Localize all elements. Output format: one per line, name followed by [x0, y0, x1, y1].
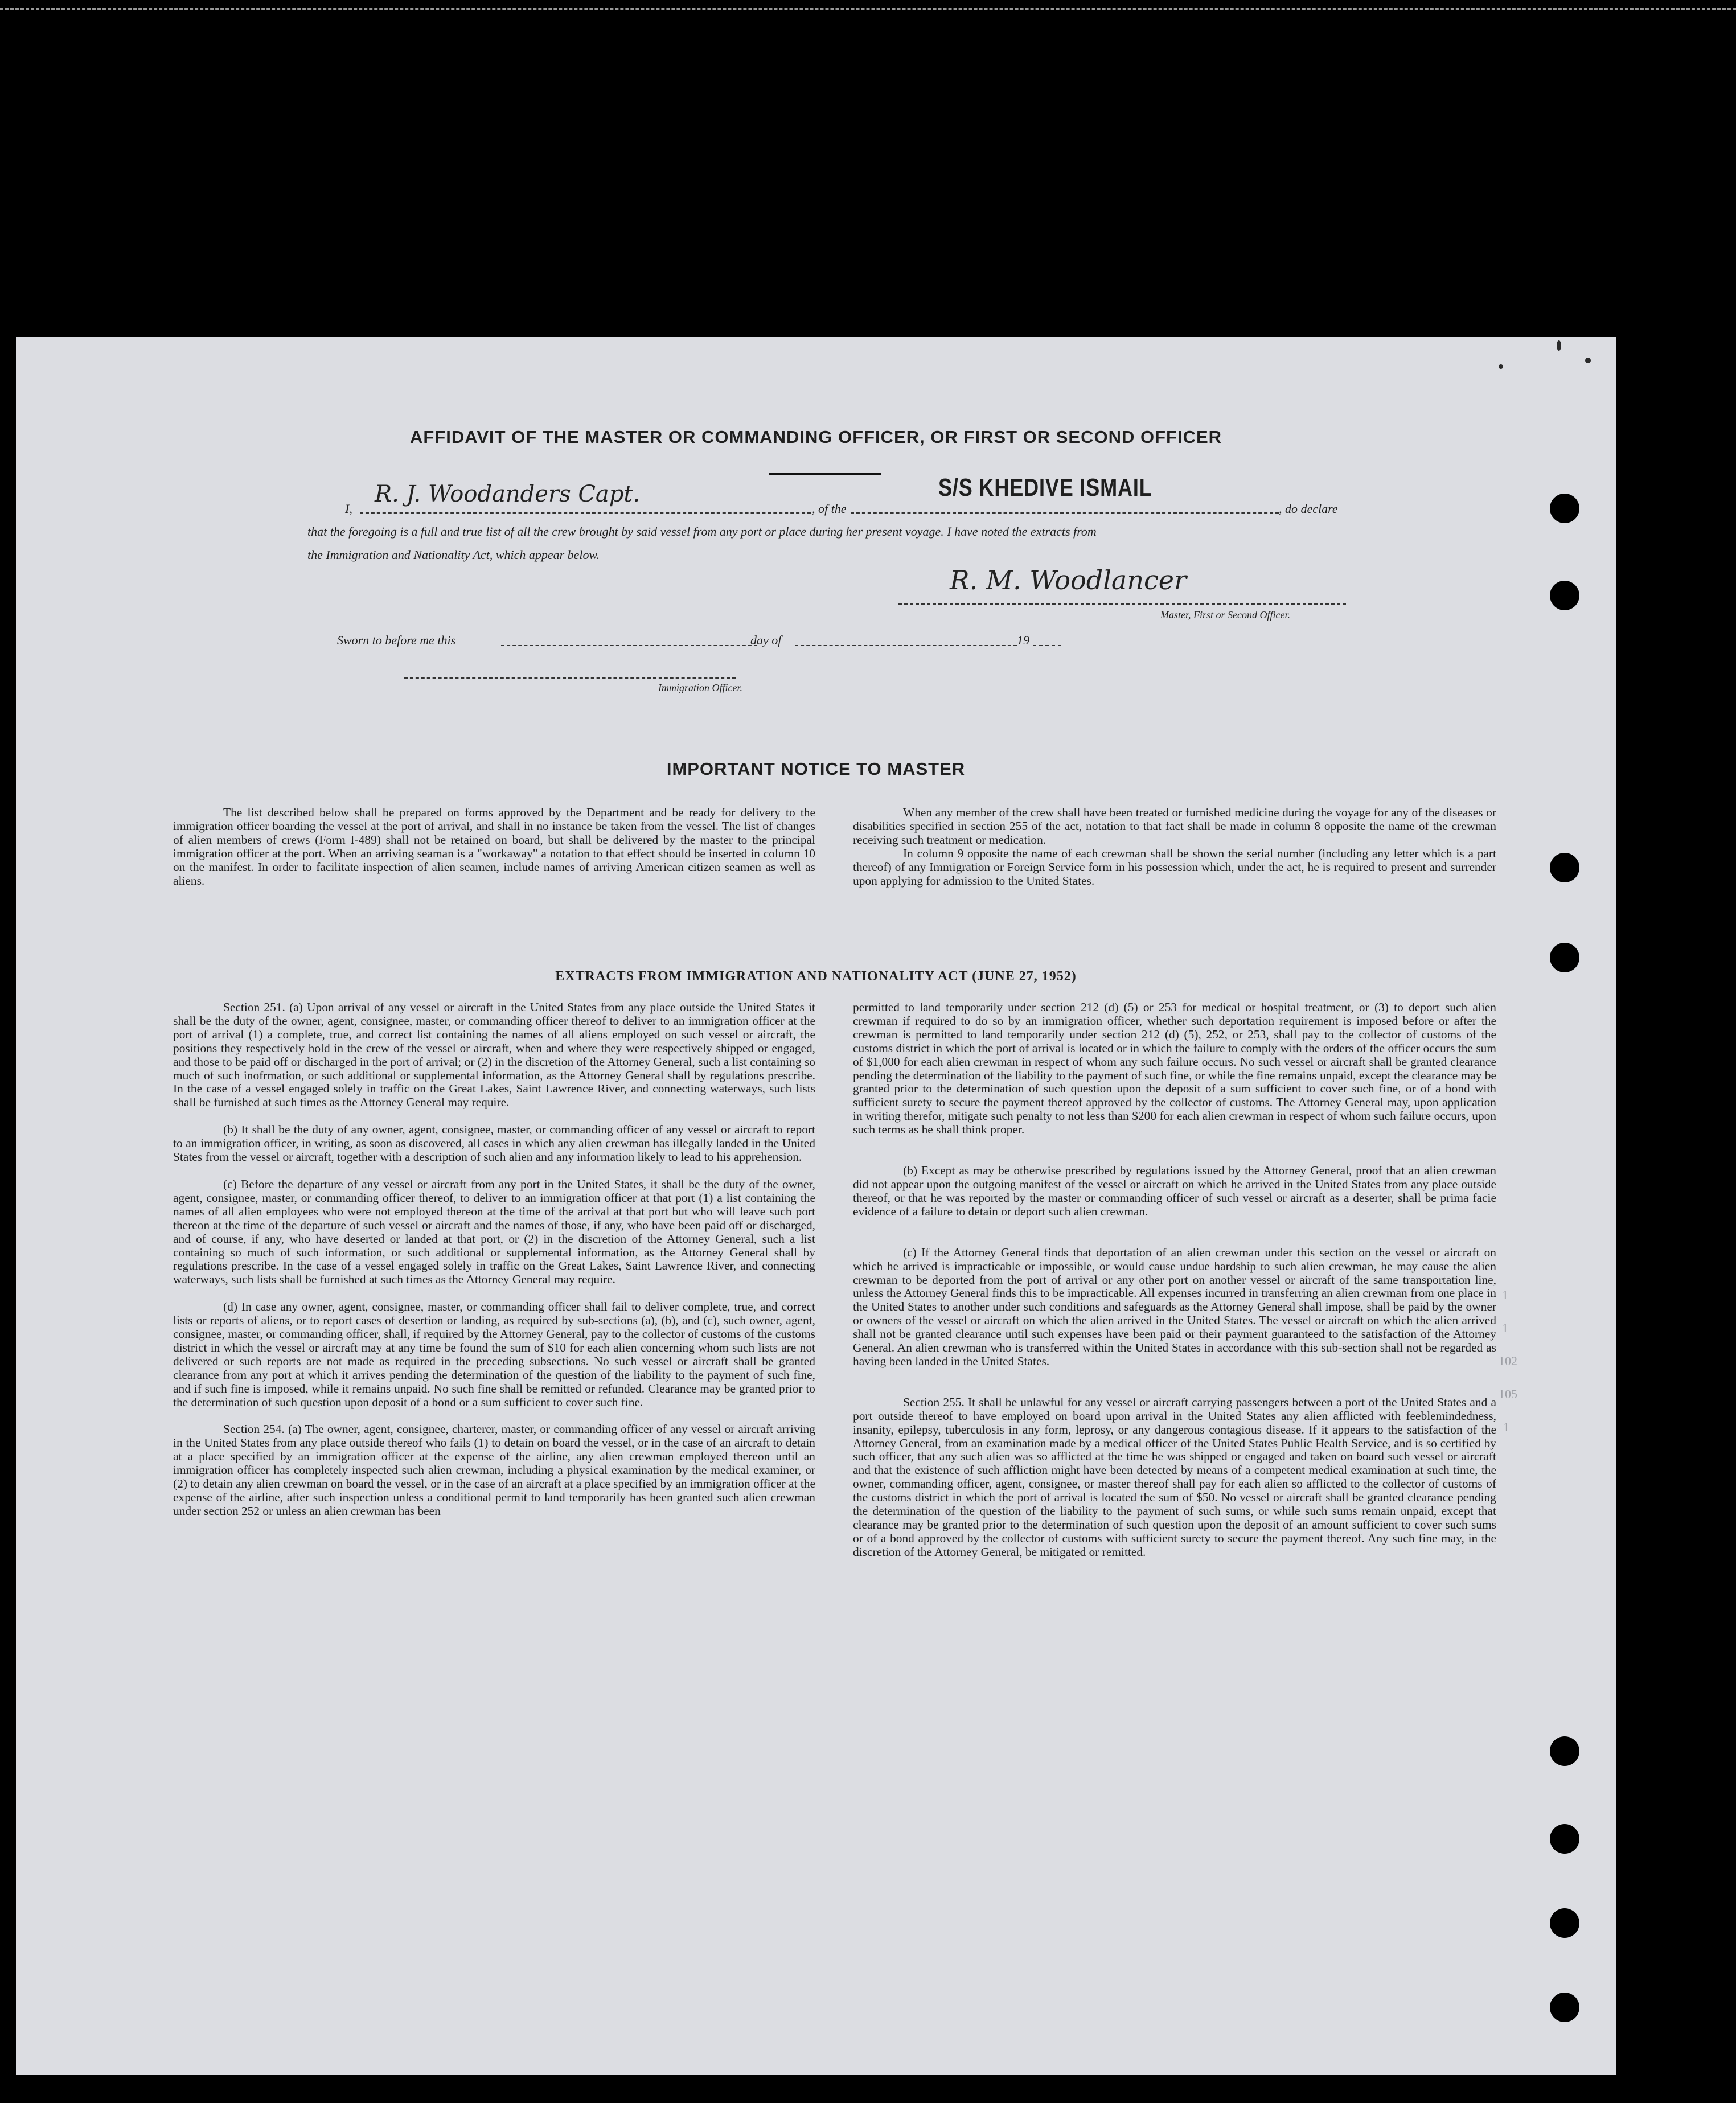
film-edge-line — [0, 8, 1736, 10]
master-signature-line — [898, 603, 1346, 605]
section-254b: (b) Except as may be otherwise prescribed by regulations issued by the Attorney General, proof that an alien crewman did not appear upon the outgoing manifest of the vessel or aircraft on which he arrived in the United States from any place outside thereof, or that he was reported by the master or commanding officer of such vessel or aircraft as a deserter, shall be prima facie evidence of a failure to detain or deport such alien crewman. — [853, 1164, 1496, 1218]
notice-right-paragraph-1: When any member of the crew shall have been treated or furnished medicine during the voyage for any of the diseases or disabilities specified in section 255 of the act, notation to that fact shall be made in column 8 opposite the name of the crewman receiving such treatment or medication. — [853, 806, 1496, 847]
sworn-date-line — [501, 645, 757, 646]
of-the-label: , of the — [812, 502, 847, 516]
signer-line — [360, 512, 811, 514]
declare-i-label: I, — [345, 502, 352, 516]
signer-handwriting: R. J. Woodanders Capt. — [375, 481, 641, 507]
binder-hole — [1550, 1908, 1579, 1938]
master-caption: Master, First or Second Officer. — [1160, 609, 1290, 621]
sworn-year-line — [1033, 645, 1061, 646]
notice-heading: IMPORTANT NOTICE TO MASTER — [666, 759, 966, 779]
declare-label: , do declare — [1279, 502, 1338, 516]
master-signature: R. M. Woodlancer — [950, 565, 1187, 595]
section-251d: (d) In case any owner, agent, consignee, master, or commanding officer shall fail to deliver complete, true, and correct lists or reports of aliens, or to report cases of desertion or landing, as required by sub-sections (a), (b), and (c), such owner, agent, consignee, master, or commanding officer, shall, if required by the Attorney General, pay to the collector of customs of the customs district in which the vessel or aircraft may at any time be found the sum of $10 for each alien concerning whom such lists are not delivered or such reports are not made as required in the preceding subsections. No such vessel or aircraft shall be granted clearance from any port at which it arrives pending the determination of the question of the liability to the payment of such fine, and if such fine is imposed, while it remains unpaid. No such fine shall be remitted or refunded. Clearance may be granted prior to the determination of such question upon deposit of a bond or a sum sufficient to cover such fine. — [173, 1300, 815, 1409]
affidavit-page — [16, 337, 1616, 2075]
affidavit-title: AFFIDAVIT OF THE MASTER OR COMMANDING OFFICER, OR FIRST OR SECOND OFFICER — [409, 427, 1222, 447]
section-255: Section 255. It shall be unlawful for any vessel or aircraft carrying passengers between a port of the United States and a port outside thereof to have employed on board upon arrival in the United States any alien afflicted with feeblemindedness, insanity, epilepsy, tuberculosis in any form, leprosy, or any dangerous contagious disease. If it appears to the satisfaction of the Attorney General, from an examination made by a medical officer of the United States Public Health Service, and is so certified by such officer, that any such alien was so afflicted at the time he was shipped or engaged and taken on board such vessel or aircraft and that the existence of such affliction might have been detected by means of a competent medical examination at such time, the owner, commanding officer, agent, consignee, or master thereof shall pay for each alien so afflicted to the collector of customs of the customs district in which the port of arrival is located the sum of $50. No vessel or aircraft shall be granted clearance pending the determination of the question of the liability to the payment of such sums, or while such sums remain unpaid, except that clearance may be granted prior to the determination of such question upon the deposit of an amount sufficient to cover such sums or of a bond approved by the collector of customs with sufficient surety to secure the payment thereof. Any such fine may, in the discretion of the Attorney General, be mitigated or remitted. — [853, 1395, 1496, 1559]
title-rule — [769, 473, 881, 475]
extracts-right-column — [853, 1001, 1496, 1559]
binder-hole — [1550, 853, 1579, 882]
margin-mark: 1 — [1503, 1420, 1509, 1434]
ink-speck — [1557, 340, 1561, 351]
vessel-name: S/S KHEDIVE ISMAIL — [938, 474, 1152, 502]
section-254a-continued: permitted to land temporarily under section 212 (d) (5) or 253 for medical or hospital treatment, or (3) to deport such alien crewman if required to do so by an immigration officer, whether such deportation requirement is imposed before or after the crewman is permitted to land temporarily under section 212 (d) (5), 252, or 253, shall pay to the collector of customs of the customs district in which the port of arrival is located or in which the failure to comply with the orders of the officer occurs the sum of $1,000 for each alien crewman in respect of whom any such failure occurs. No such vessel or aircraft shall be granted clearance pending the determination of the liability to the payment of such fine, or while the fine remains unpaid, except the clearance may be granted prior to the determination of such question upon the deposit of a sum sufficient to cover such fine, or of a bond with sufficient surety to secure the payment thereof approved by the collector of customs. The Attorney General may, upon application in writing therefor, mitigate such penalty to not less than $200 for each alien crewman in respect of whom such failure occurs, upon such terms as he shall think proper. — [853, 1000, 1496, 1137]
section-251b: (b) It shall be the duty of any owner, agent, consignee, master, or commanding officer of any vessel or aircraft to report to an immigration officer, in writing, as soon as discovered, all cases in which any alien crewman has illegally landed in the United States from the vessel or aircraft, together with a description of such alien and any information likely to lead to his apprehension. — [173, 1123, 815, 1164]
section-251a: Section 251. (a) Upon arrival of any vessel or aircraft in the United States from any place outside the United States it shall be the duty of the owner, agent, consignee, master, or commanding officer thereof to deliver to an immigration officer at the port of arrival (1) a complete, true, and correct list containing the names of all aliens employed on such vessel or aircraft, the positions they respectively hold in the crew of the vessel or aircraft, when and where they were respectively shipped or engaged, and those to be paid off or discharged in the port of arrival; or (2) in the discretion of the Attorney General, such a list containing so much of such inofrmation, or such additional or supplemental information, as the Attorney General shall by regulations prescribe. In the case of a vessel engaged solely in traffic on the Great Lakes, Saint Lawrence River, and connecting waterways, such lists shall be furnished at such times as the Attorney General may require. — [173, 1000, 815, 1110]
sworn-month-line — [795, 645, 1017, 646]
notice-left-paragraph: The list described below shall be prepared on forms approved by the Department and be ready for delivery to the immigration officer boarding the vessel at the port of arrival, and shall in no instance be taken from the vessel. The list of changes of alien members of crews (Form I-489) shall not be retained on board, but shall be delivered by the master to the principal immigration officer at the port. When an arriving seaman is a "workaway" a notation to that effect should be inserted in column 10 on the manifest. In order to facilitate inspection of alien seamen, include names of arriving American citizen seamen as well as aliens. — [173, 806, 815, 888]
binder-hole — [1550, 1824, 1579, 1854]
extracts-left-column — [173, 1001, 815, 1518]
notice-right-paragraph-2: In column 9 opposite the name of each crewman shall be shown the serial number (including any letter which is a part thereof) of any Immigration or Foreign Service form in his possession which, under the act, he is required to present and surrender upon applying for admission to the United States. — [853, 846, 1496, 888]
ink-speck — [1585, 358, 1591, 363]
notice-right-column — [853, 806, 1496, 888]
section-254a: Section 254. (a) The owner, agent, consignee, charterer, master, or commanding officer of any vessel or aircraft arriving in the United States from any place outside thereof who fails (1) to detain on board the vessel, or in the case of an aircraft to detain at a place specified by an immigration officer at the expense of the airline, any alien crewman employed thereon until an immigration officer has completely inspected such alien crewman, including a physical examination by the medical examiner, or (2) to detain any alien crewman on board the vessel, or in the case of an aircraft at a place specified by an immigration officer at the expense of the airline, after such inspection unless a conditional permit to land temporarily has been granted such alien crewman under section 252 or unless an alien crewman has been — [173, 1422, 815, 1518]
binder-hole — [1550, 494, 1579, 523]
binder-hole — [1550, 943, 1579, 972]
vessel-line — [851, 512, 1279, 514]
margin-mark: 102 — [1499, 1354, 1517, 1368]
day-of-label: day of — [750, 633, 782, 647]
margin-mark: 1 — [1502, 1321, 1508, 1335]
ink-speck — [1499, 364, 1503, 369]
officer-signature-line — [404, 677, 736, 679]
binder-hole — [1550, 1993, 1579, 2022]
declaration-line-2: that the foregoing is a full and true list of all the crew brought by said vessel from any port or place during her present voyage. I have noted the extracts from — [307, 524, 1097, 539]
officer-caption: Immigration Officer. — [658, 682, 742, 693]
section-251c: (c) Before the departure of any vessel or aircraft from any port in the United States, it shall be the duty of the owner, agent, consignee, master, or commanding officer thereof, to deliver to an immigration officer at that port (1) a list containing the names of all alien employees who were not employed thereon at the time of the arrival at that port but who will leave such port thereon at the time of the departure of such vessel or aircraft and the names of those, if any, who have been paid off or discharged, and of course, if any, who have deserted or landed at that port, or (2) in the discretion of the Attorney General, such a list containing so much of such information, or such additional or supplemental information, as the Attorney General shall by regulations prescribe. In the case of a vessel engaged solely in traffic on the Great Lakes, Saint Lawrence River, and connecting waterways, such lists shall be furnished at such times as the Attorney General may require. — [173, 1177, 815, 1287]
binder-hole — [1550, 1736, 1579, 1766]
year-label: 19 — [1017, 633, 1029, 647]
margin-mark: 105 — [1499, 1387, 1517, 1401]
binder-hole — [1550, 581, 1579, 610]
margin-mark: 1 — [1502, 1288, 1508, 1302]
declaration-line-3: the Immigration and Nationality Act, which appear below. — [307, 548, 600, 562]
notice-left-column — [173, 806, 815, 888]
sworn-label: Sworn to before me this — [337, 633, 456, 647]
section-254c: (c) If the Attorney General finds that deportation of an alien crewman under this section on the vessel or aircraft on which he arrived is impracticable or impossible, or would cause undue hardship to such alien crewman, he may cause the alien crewman to be deported from the port of arrival or any other port on another vessel or aircraft of the same transportation line, unless the Attorney General finds this to be impracticable. All expenses incurred in transferring an alien crewman from one place in the United States to another under such conditions and safeguards as the Attorney General shall impose, shall be paid by the owner or owners of the vessel or aircraft on which the alien arrived in the United States. The vessel or aircraft on which the alien arrived shall not be granted clearance until such expenses have been paid or their payment guaranteed to the satisfaction of the Attorney General. An alien crewman who is transferred within the United States in accordance with this sub-section shall not be regarded as having been landed in the United States. — [853, 1245, 1496, 1368]
extracts-heading: EXTRACTS FROM IMMIGRATION AND NATIONALITY ACT (JUNE 27, 1952) — [555, 969, 1077, 984]
